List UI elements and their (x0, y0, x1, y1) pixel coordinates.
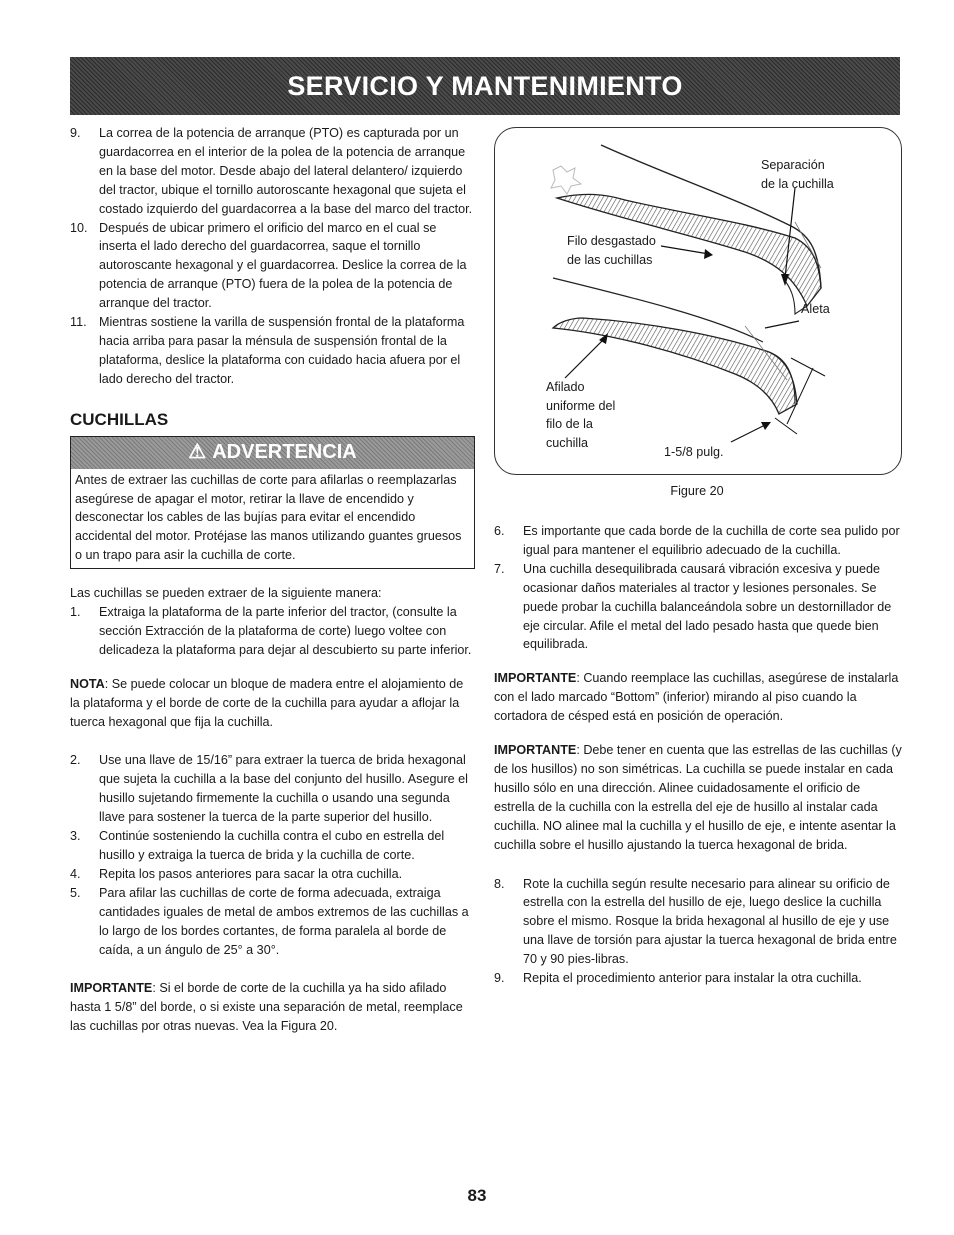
warning-text: Antes de extraer las cuchillas de corte para afilarlas o reemplazarlas asegúrese de apagar el motor, retirar la llave de encendido y desconectar los cables de las bujías para evitar el encendido accidental del motor. Protéjase las manos utilizando guantes gruesos o un trapo para asir la cuchilla de corte. (75, 472, 462, 563)
section-header-title: SERVICIO Y MANTENIMIENTO (287, 70, 683, 101)
importante-text: : Debe tener en cuenta que las estrellas de las cuchillas (y de los husillos) no son simétricas. La cuchilla se puede instalar en cada husillo sólo en una dirección. Alinee cuidadosamente el orificio de estrella de la cuchilla con la estrella del eje de husillo al instalar cada cuchilla. NO alinee mal la cuchilla y el husillo de eje, e intente asentar la cuchilla sobre el husillo ajustando la tuerca hexagonal de brida. (494, 743, 902, 852)
importante-label: IMPORTANTE (494, 743, 577, 758)
warning-title: ADVERTENCIA (212, 441, 357, 464)
item-text: Extraiga la plataforma de la parte inferior del tractor, (consulte la sección Extracción de la plataforma de corte) luego voltee con delicadeza la plataforma para dejar al descubierto su parte inferior. (99, 605, 472, 657)
item-number: 2. (70, 753, 81, 768)
importante-label: IMPORTANTE (494, 671, 577, 686)
nota-paragraph (70, 675, 475, 732)
figure-20-blade-diagram (494, 127, 902, 475)
section-header-bar (70, 57, 900, 115)
item-number: 1. (70, 605, 81, 620)
label-aleta: Aleta (801, 302, 830, 316)
label-filo-desgastado: Filo desgastado de las cuchillas (567, 234, 656, 267)
list-item (70, 884, 475, 960)
item-number: 6. (494, 524, 505, 538)
list-item (70, 219, 475, 314)
label-afilado: Afilado uniforme del filo de la cuchilla (546, 380, 616, 450)
item-number: 8. (494, 876, 505, 891)
right-column (494, 522, 904, 988)
list-item (494, 522, 904, 560)
importante-right-1 (494, 669, 904, 726)
importante-text: : Si el borde de corte de la cuchilla ya ha sido afilado hasta 1 5/8” del borde, o si existe una separación de metal, reemplace las cuchillas por otras nuevas. Vea la Figura 20. (70, 981, 463, 1034)
item-number: 7. (494, 561, 505, 576)
item-number: 9. (70, 126, 81, 140)
item-number: 10. (70, 220, 88, 235)
item-text: Después de ubicar primero el orificio del marco en el cual se inserta el lado derecho del guardacorrea, saque el tornillo autoroscante hexagonal y el guardacorrea. Deslice la correa de la potencia de arranque (PTO) fuera de la polea de la potencia de arranque del tractor. (99, 220, 467, 311)
item-text: Use una llave de 15/16” para extraer la tuerca de brida hexagonal que sujeta la cuchilla a la base del conjunto del husillo. Asegure el husillo sujetando firmemente la cuchilla o usando una segunda llave para sostener la tuerca de la parte superior del husillo. (99, 753, 468, 825)
item-number: 5. (70, 885, 81, 900)
item-text: Rote la cuchilla según resulte necesario para alinear su orificio de estrella con la estrella del husillo de eje, luego deslice la cuchilla sobre el mismo. Rosque la brida hexagonal al husillo de eje y use una llave de torsión para ajustar la tuerca hexagonal de brida entre 70 y 90 pies-libras. (523, 876, 897, 967)
item-number: 4. (70, 866, 81, 881)
importante-label: IMPORTANTE (70, 981, 153, 996)
label-separacion: Separación de la cuchilla (761, 158, 834, 191)
item-text: Es importante que cada borde de la cuchilla de corte sea pulido por igual para mantener el equilibrio adecuado de la cuchilla. (523, 524, 900, 557)
item-text: Repita los pasos anteriores para sacar la otra cuchilla. (99, 866, 403, 881)
list-item (494, 560, 904, 655)
importante-right-2 (494, 741, 904, 854)
label-dimension: 1-5/8 pulg. (664, 445, 724, 459)
importante-text: : Cuando reemplace las cuchillas, asegúrese de instalarla con el lado marcado “Bottom” (inferior) mirando al piso cuando la cortadora de césped está en posición de operación. (494, 671, 899, 724)
item-number: 9. (494, 971, 505, 986)
warning-header (71, 437, 474, 469)
left-column (70, 124, 475, 1036)
item-number: 3. (70, 829, 81, 844)
list-item (70, 865, 475, 884)
list-item (494, 875, 904, 970)
item-text: Mientras sostiene la varilla de suspensión frontal de la plataforma hacia arriba para pasar la ménsula de suspensión frontal de la plataforma, deslice la plataforma con cuidado hacia afuera por el lado derecho del tractor. (99, 315, 465, 386)
intro-text: Las cuchillas se pueden extraer de la siguiente manera: (70, 586, 382, 601)
list-item (494, 969, 904, 988)
importante-left-paragraph (70, 979, 475, 1036)
item-number: 11. (70, 315, 87, 330)
page-number: 83 (467, 1186, 487, 1205)
list-item (70, 124, 475, 219)
warning-box (70, 436, 475, 570)
section-title-cuchillas: CUCHILLAS (70, 409, 169, 429)
figure-caption: Figure 20 (670, 484, 724, 498)
item-text: Para afilar las cuchillas de corte de forma adecuada, extraiga cantidades iguales de metal de ambos extremos de las cuchillas a lo largo de los bordes cortantes, de forma paralela al borde de caída, a un ángulo de 25° a 30°. (99, 885, 469, 957)
item-text: Repita el procedimiento anterior para instalar la otra cuchilla. (523, 971, 862, 986)
warning-icon: ⚠ (188, 441, 207, 464)
item-text: Continúe sosteniendo la cuchilla contra el cubo en estrella del husillo y extraiga la tuerca de brida y la cuchilla de corte. (99, 829, 445, 862)
list-item (70, 603, 475, 660)
list-item (70, 751, 475, 827)
item-text: Una cuchilla desequilibrada causará vibración excesiva y puede ocasionar daños materiales al tractor y lesiones personales. Se puede probar la cuchilla balanceándola sobre un destornillador de eje circular. Afile el metal del lado pesado hasta que quede bien equilibrada. (523, 561, 892, 652)
list-item (70, 827, 475, 865)
item-text: La correa de la potencia de arranque (PTO) es capturada por un guardacorrea en el interior de la polea de la potencia de arranque en la base del motor. Desde abajo del lateral delantero/ izquierdo del tractor, ubique el tornillo autoroscante hexagonal que sujeta el costado izquierdo del guardacorrea a la base del marco del tractor. (99, 126, 473, 216)
nota-label: NOTA (70, 676, 105, 691)
nota-text: : Se puede colocar un bloque de madera entre el alojamiento de la plataforma y el borde de corte de la cuchilla para ayudar a aflojar la tuerca hexagonal que fija la cuchilla. (70, 676, 464, 729)
list-item (70, 313, 475, 389)
